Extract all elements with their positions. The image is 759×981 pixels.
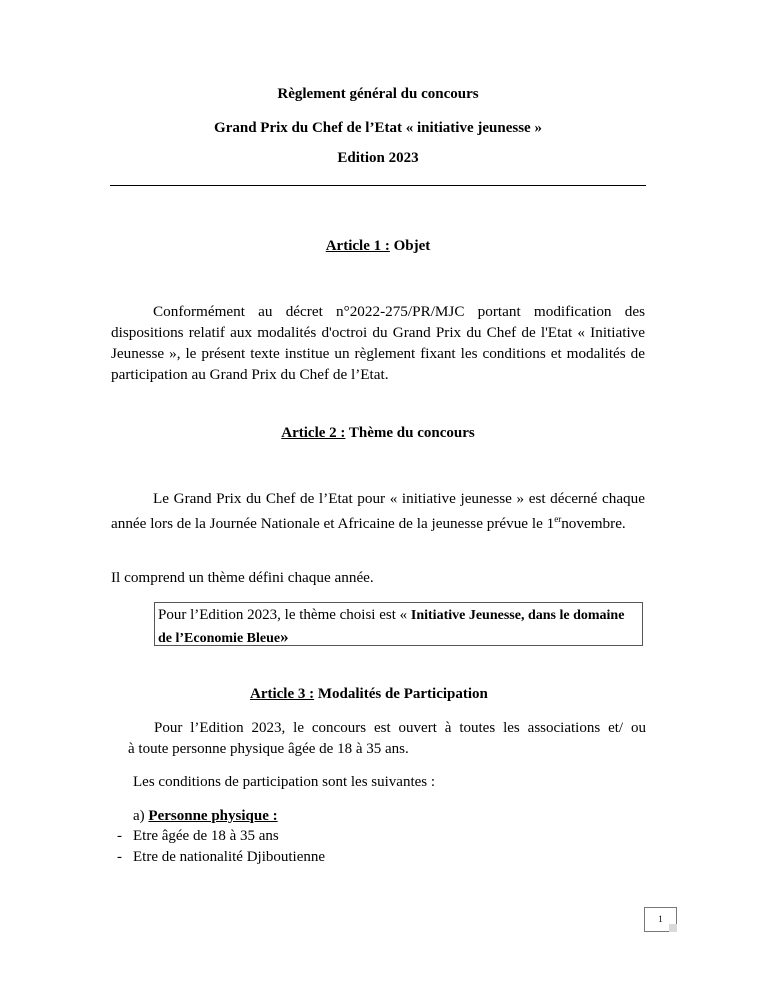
header-divider	[110, 185, 646, 186]
article-3-paragraph-line-1: Pour l’Edition 2023, le concours est ouvert à toutes les associations et/ ou	[154, 720, 646, 736]
list-item: - Etre âgée de 18 à 35 ans	[117, 828, 279, 844]
article-3-title: Modalités de Participation	[314, 686, 488, 702]
sub-section-a: a) Personne physique :	[133, 808, 278, 824]
document-title: Règlement général du concours	[277, 86, 479, 102]
theme-box: Pour l’Edition 2023, le thème choisi est « Initiative Jeunesse, dans le domaine de l’Economie Bleue»	[154, 602, 643, 646]
article-1-title: Objet	[389, 238, 431, 254]
page-number: 1	[644, 907, 677, 932]
article-1-label: Article 1 :	[325, 238, 390, 254]
theme-name: Initiative Jeunesse, dans le domaine de l’Economie Bleue	[158, 608, 625, 646]
article-3-paragraph-line-2: à toute personne physique âgée de 18 à 35 ans.	[128, 741, 409, 757]
article-2-title: Thème du concours	[345, 425, 475, 441]
sub-section-a-label: Personne physique :	[148, 808, 278, 824]
article-1-paragraph: Conformément au décret n°2022-275/PR/MJC portant modification des dispositions relatif aux modalités d'octroi du Grand Prix du Chef de l'Etat « Initiative Jeunesse », le présent texte institue un règlement fixant les conditions et modalités de participation au Grand Prix du Chef de l’Etat.	[111, 303, 645, 383]
article-2-heading	[110, 425, 646, 442]
contest-name: Grand Prix du Chef de l’Etat « initiative jeunesse »	[214, 120, 542, 136]
article-3-heading	[250, 686, 488, 703]
article-2-label: Article 2 :	[281, 425, 346, 441]
conditions-intro: Les conditions de participation sont les suivantes :	[133, 774, 436, 790]
article-2-paragraph: Le Grand Prix du Chef de l’Etat pour « initiative jeunesse » est décerné chaque année lors de la Journée Nationale et Africaine de la jeunesse prévue le 1ernovembre.	[111, 490, 645, 533]
theme-intro: Pour l’Edition 2023, le thème choisi est «	[158, 607, 411, 623]
article-2-paragraph-2: Il comprend un thème défini chaque année.	[111, 569, 374, 586]
article-3-label: Article 3 :	[250, 686, 315, 702]
article-1-heading	[110, 238, 646, 255]
list-item: - Etre de nationalité Djiboutienne	[117, 849, 326, 865]
edition-label: Edition 2023	[337, 150, 419, 166]
